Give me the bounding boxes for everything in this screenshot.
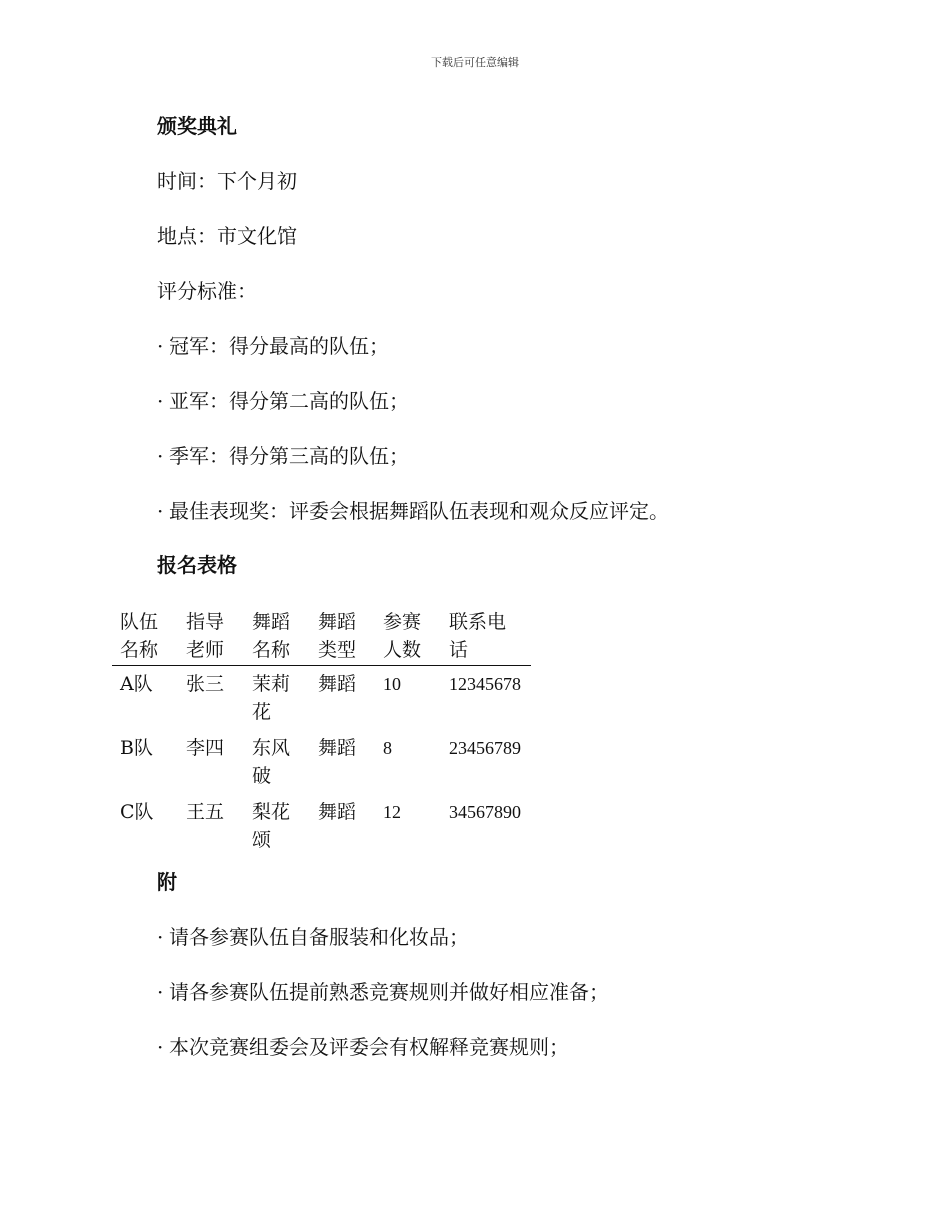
column-header: 指导老师 <box>178 608 244 666</box>
ceremony-time: 时间：下个月初 <box>157 169 297 193</box>
table-cell: 12345678 <box>449 674 521 694</box>
table-cell: 王五 <box>186 801 225 823</box>
bullet-icon: · <box>157 334 164 358</box>
table-cell: 张三 <box>186 673 225 695</box>
bullet-icon: · <box>157 444 164 468</box>
criteria-item: · 冠军：得分最高的队伍； <box>157 334 389 358</box>
table-cell: 茉莉花 <box>252 673 291 723</box>
column-header: 舞蹈名称 <box>244 608 310 666</box>
table-cell: 8 <box>383 738 392 758</box>
table-cell: 舞蹈 <box>318 673 357 695</box>
criteria-item: · 季军：得分第三高的队伍； <box>157 444 409 468</box>
column-header: 队伍名称 <box>112 608 178 666</box>
bullet-icon: · <box>157 925 164 949</box>
table-cell: 梨花颂 <box>252 801 291 851</box>
registration-table <box>112 608 531 858</box>
criteria-item: · 亚军：得分第二高的队伍； <box>157 389 409 413</box>
table-header-row <box>112 608 531 666</box>
bullet-icon: · <box>157 980 164 1004</box>
table-cell: 34567890 <box>449 802 521 822</box>
appendix-item: · 本次竞赛组委会及评委会有权解释竞赛规则； <box>157 1035 569 1059</box>
table-row <box>112 730 531 794</box>
appendix-item: · 请各参赛队伍自备服装和化妆品； <box>157 925 469 949</box>
ceremony-title: 颁奖典礼 <box>157 114 237 138</box>
ceremony-location: 地点：市文化馆 <box>157 224 297 248</box>
table-cell: 舞蹈 <box>318 801 357 823</box>
table-cell: 李四 <box>186 737 225 759</box>
column-header: 参赛人数 <box>375 608 441 666</box>
table-cell: 舞蹈 <box>318 737 357 759</box>
table-cell: A队 <box>120 673 153 695</box>
appendix-item: · 请各参赛队伍提前熟悉竞赛规则并做好相应准备； <box>157 980 609 1004</box>
bullet-icon: · <box>157 389 164 413</box>
registration-title: 报名表格 <box>157 553 237 577</box>
criteria-label: 评分标准： <box>157 279 257 303</box>
table-row <box>112 666 531 731</box>
table-cell: 23456789 <box>449 738 521 758</box>
table-cell: C队 <box>120 801 154 823</box>
table-cell: 12 <box>383 802 401 822</box>
bullet-icon: · <box>157 1035 164 1059</box>
table-row <box>112 794 531 858</box>
table-cell: 东风破 <box>252 737 291 787</box>
column-header: 舞蹈类型 <box>310 608 375 666</box>
bullet-icon: · <box>157 499 164 523</box>
header-note: 下载后可任意编辑 <box>431 56 519 69</box>
criteria-item: · 最佳表现奖：评委会根据舞蹈队伍表现和观众反应评定。 <box>157 499 669 523</box>
table-cell: B队 <box>120 737 153 759</box>
table-cell: 10 <box>383 674 401 694</box>
column-header: 联系电话 <box>441 608 531 666</box>
appendix-title: 附 <box>157 870 177 894</box>
